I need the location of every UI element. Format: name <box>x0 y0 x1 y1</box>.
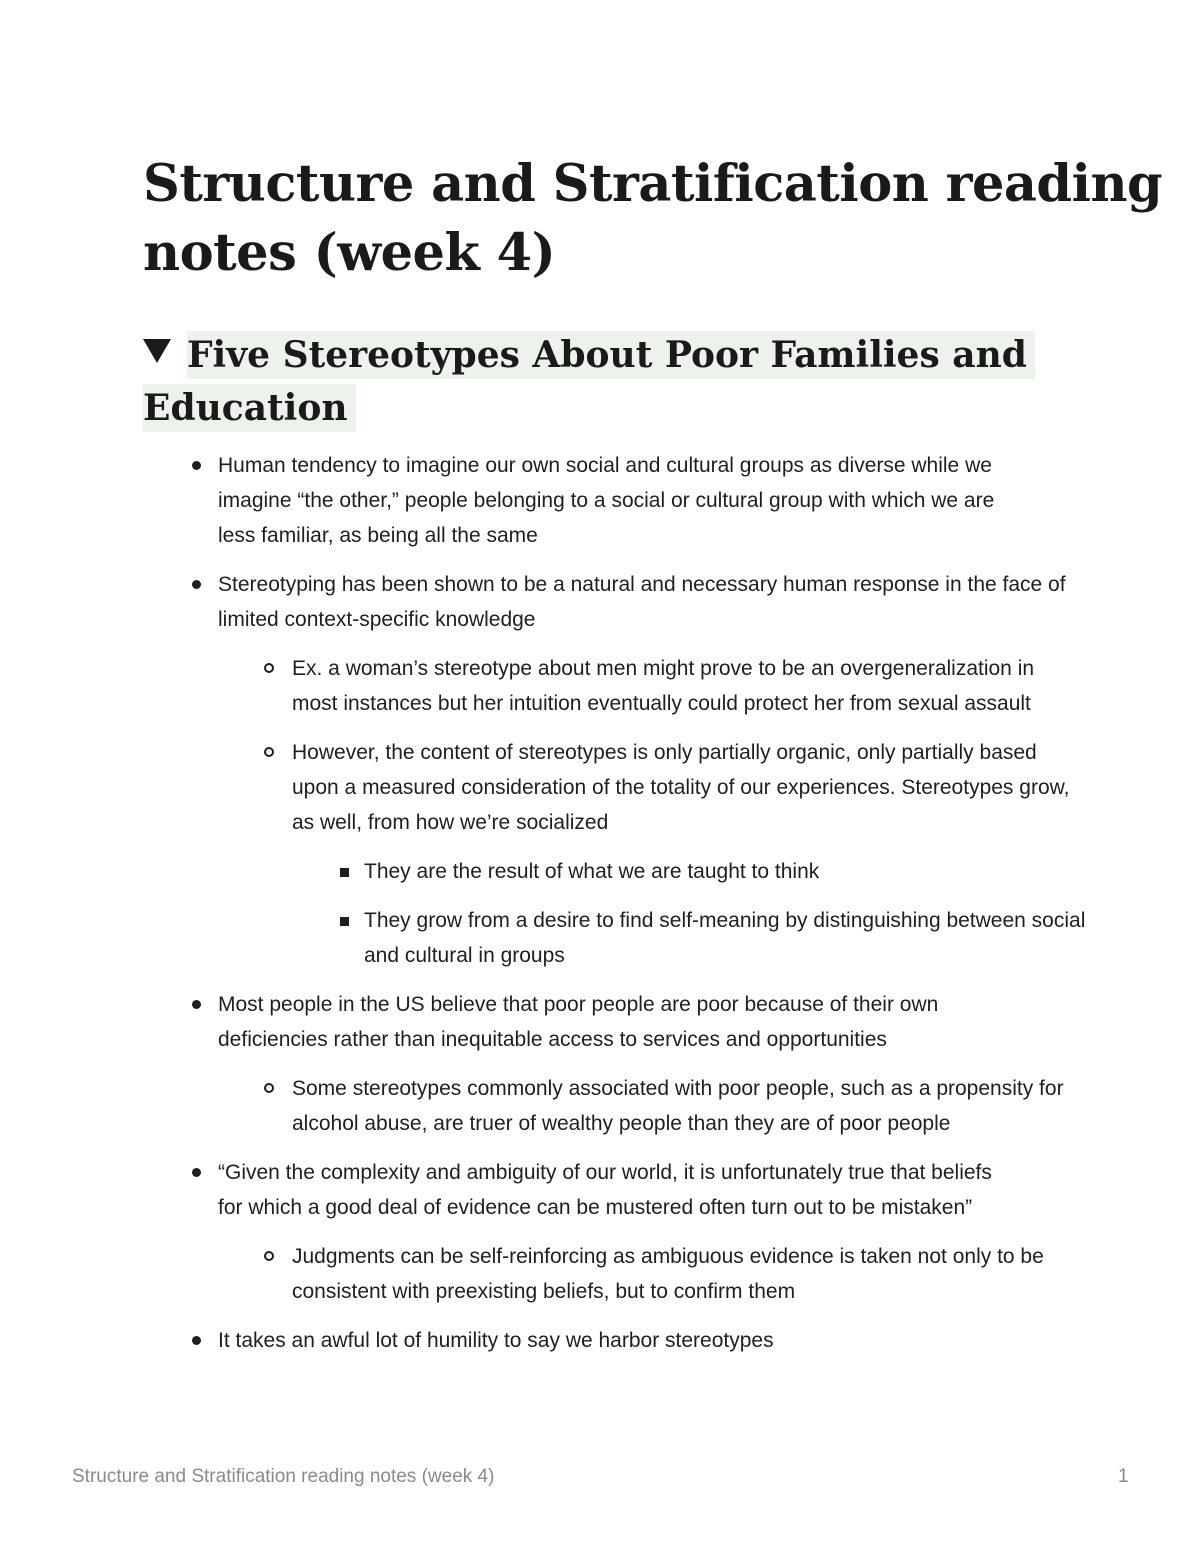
square-bullet-icon <box>340 868 349 877</box>
list-item <box>186 1155 1086 1309</box>
list-item-line: They are the result of what we are taught to think <box>364 860 820 883</box>
disc-bullet-icon <box>192 580 201 589</box>
page-number: 1 <box>1118 1466 1129 1487</box>
list-item-line: as well, from how we’re socialized <box>292 811 609 834</box>
list-item-line: imagine “the other,” people belonging to a social or cultural group with which we are <box>218 489 995 512</box>
circle-bullet-icon <box>264 663 274 673</box>
list-item-line: for which a good deal of evidence can be mustered often turn out to be mistaken” <box>218 1196 973 1219</box>
triangle-down-icon[interactable] <box>143 339 171 363</box>
list-item-line: Some stereotypes commonly associated with poor people, such as a propensity for <box>292 1077 1064 1100</box>
page-title-line: Structure and Stratification reading <box>143 154 1163 214</box>
bullet-list <box>186 448 1086 1358</box>
list-item <box>186 987 1086 1141</box>
list-item-line: and cultural in groups <box>364 944 565 967</box>
list-item-line: Judgments can be self-reinforcing as ambiguous evidence is taken not only to be <box>292 1245 1044 1268</box>
list-item-line: most instances but her intuition eventually could protect her from sexual assault <box>292 692 1031 715</box>
disc-bullet-icon <box>192 461 201 470</box>
sub-sub-list-item <box>334 854 1086 889</box>
list-item-line: upon a measured consideration of the totality of our experiences. Stereotypes grow, <box>292 776 1070 799</box>
sub-list-item <box>260 651 1086 721</box>
list-item-line: Stereotyping has been shown to be a natural and necessary human response in the face of <box>218 573 1066 596</box>
sub-list-item <box>260 1239 1086 1309</box>
page-title <box>143 150 1163 288</box>
list-item-line: However, the content of stereotypes is only partially organic, only partially based <box>292 741 1037 764</box>
list-item-line: alcohol abuse, are truer of wealthy people than they are of poor people <box>292 1112 951 1135</box>
list-item-line: deficiencies rather than inequitable access to services and opportunities <box>218 1028 887 1051</box>
footer-title: Structure and Stratification reading notes (week 4) <box>72 1466 495 1487</box>
toggle-heading-text: Five Stereotypes About Poor Families and <box>187 331 1035 379</box>
list-item <box>186 448 1086 553</box>
circle-bullet-icon <box>264 747 274 757</box>
disc-bullet-icon <box>192 1336 201 1345</box>
circle-bullet-icon <box>264 1251 274 1261</box>
sub-sub-list-item <box>334 903 1086 973</box>
list-item-line: Human tendency to imagine our own social and cultural groups as diverse while we <box>218 454 992 477</box>
list-item-line: Most people in the US believe that poor people are poor because of their own <box>218 993 939 1016</box>
list-item-line: “Given the complexity and ambiguity of our world, it is unfortunately true that beliefs <box>218 1161 992 1184</box>
list-item-line: limited context-specific knowledge <box>218 608 536 631</box>
disc-bullet-icon <box>192 1000 201 1009</box>
list-item-line: Ex. a woman’s stereotype about men might prove to be an overgeneralization in <box>292 657 1035 680</box>
list-item-line: less familiar, as being all the same <box>218 524 538 547</box>
list-item <box>186 1323 1086 1358</box>
sub-list-item <box>260 1071 1086 1141</box>
toggle-heading-text: Education <box>143 384 356 432</box>
circle-bullet-icon <box>264 1083 274 1093</box>
disc-bullet-icon <box>192 1168 201 1177</box>
sub-list <box>218 1071 1086 1141</box>
sub-list <box>218 651 1086 973</box>
sub-sub-list <box>292 854 1086 973</box>
page-title-line: notes (week 4) <box>143 223 556 283</box>
list-item <box>186 567 1086 973</box>
list-item-line: They grow from a desire to find self-meaning by distinguishing between social <box>364 909 1086 932</box>
list-item-line: consistent with preexisting beliefs, but to confirm them <box>292 1280 796 1303</box>
sub-list-item <box>260 735 1086 973</box>
sub-list <box>218 1239 1086 1309</box>
notes-content <box>186 448 1086 1372</box>
toggle-heading[interactable] <box>143 329 1043 435</box>
list-item-line: It takes an awful lot of humility to say we harbor stereotypes <box>218 1329 774 1352</box>
square-bullet-icon <box>340 917 349 926</box>
